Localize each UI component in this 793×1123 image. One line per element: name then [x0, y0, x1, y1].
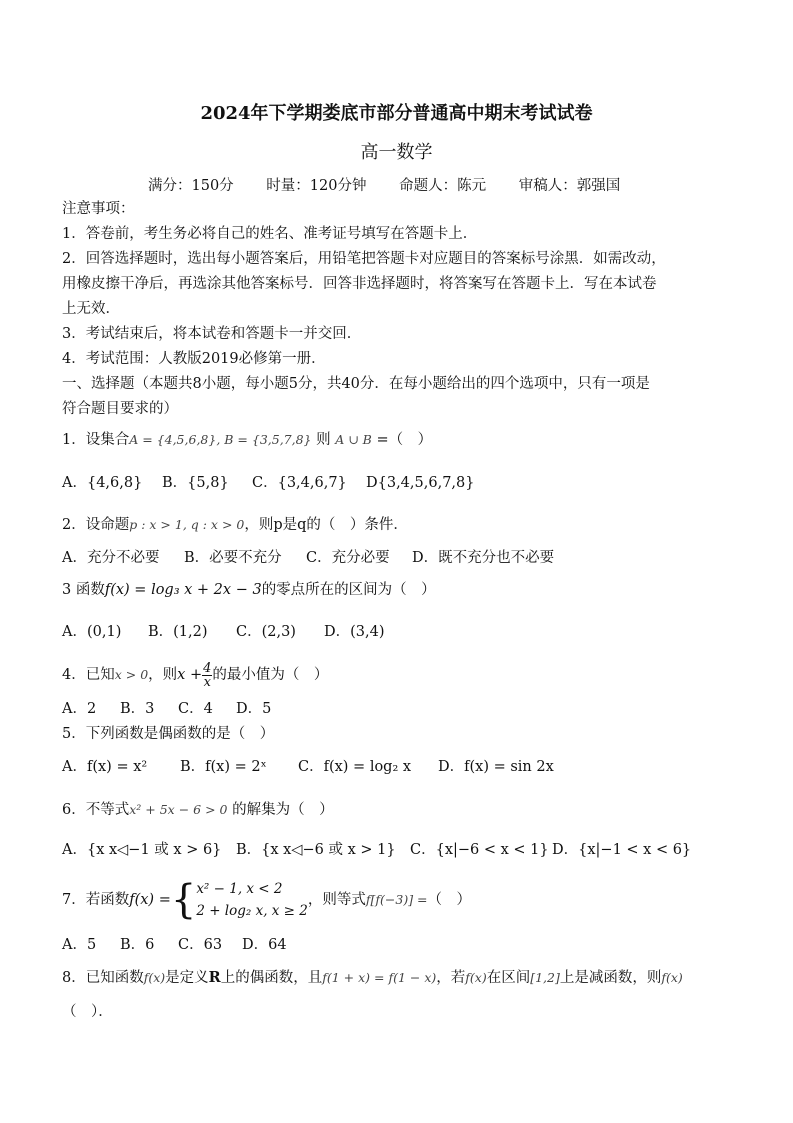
- option-c: C．{3,4,6,7}: [252, 475, 347, 491]
- option-a: A．2: [62, 701, 97, 717]
- question-1-options: [62, 473, 474, 493]
- option-a: A．充分不必要: [62, 550, 160, 566]
- option-a: A．f(x) = x²: [62, 759, 148, 775]
- option-d: D．64: [242, 937, 287, 953]
- question-3-options: [62, 622, 385, 642]
- option-b: B．3: [120, 701, 155, 717]
- notice-line: 上无效．: [62, 301, 120, 317]
- notice-line: 用橡皮擦干净后，再选涂其他答案标号．回答非选择题时，将答案写在答题卡上．写在本试卷: [62, 276, 657, 292]
- option-b: B．{5,8}: [162, 475, 229, 491]
- option-a: A．(0,1): [62, 624, 122, 640]
- option-b: B．必要不充分: [184, 550, 282, 566]
- option-d: D．(3,4): [324, 624, 385, 640]
- question-8-line2: （ ）．: [62, 1004, 113, 1020]
- option-b: B．(1,2): [148, 624, 208, 640]
- question-6-options: [62, 840, 691, 860]
- left-brace: {: [170, 877, 197, 923]
- question-4: 4．已知x > 0，则x + $\frac{4}{x}$ 的最小值为（ ）: [62, 660, 329, 690]
- question-5-options: [62, 757, 554, 777]
- exam-meta: [148, 174, 648, 195]
- question-1: 1．设集合A = {4,5,6,8}, B = {3,5,7,8} 则 A ∪ B =（ ）: [62, 432, 433, 448]
- option-d: D．f(x) = sin 2x: [438, 759, 554, 775]
- option-c: C．{x|−6 < x < 1}: [410, 842, 549, 858]
- fraction: $\frac{4}{x}$: [203, 660, 212, 690]
- question-2: 2．设命题p : x > 1, q : x > 0，则p是q的（ ）条件．: [62, 517, 408, 533]
- option-c: C．63: [178, 937, 223, 953]
- option-a: A．5: [62, 937, 97, 953]
- option-d: D．5: [236, 701, 272, 717]
- question-3: 3 函数f(x) = log₃ x + 2x − 3的零点所在的区间为（ ）: [62, 582, 436, 598]
- option-a: A．{x x◁−1 或 x > 6}: [62, 842, 222, 858]
- option-d: D．既不充分也不必要: [412, 550, 555, 566]
- notice-line: 4．考试范围：人教版2019必修第一册．: [62, 351, 326, 367]
- question-5: 5．下列函数是偶函数的是（ ）: [62, 726, 275, 742]
- question-2-options: [62, 548, 554, 568]
- option-c: C．(2,3): [236, 624, 296, 640]
- option-d: D{3,4,5,6,7,8}: [366, 475, 475, 491]
- option-c: C．充分必要: [306, 550, 390, 566]
- option-a: A．{4,6,8}: [62, 475, 143, 491]
- question-7-options: [62, 935, 287, 955]
- question-8: 8．已知函数f(x)是定义R上的偶函数，且f(1 + x) = f(1 − x)，若f(x)在区间[1,2]上是减函数，则f(x): [62, 969, 683, 986]
- notice-line: 2．回答选择题时，选出每小题答案后，用铅笔把答题卡对应题目的答案标号涂黑．如需改动，: [62, 251, 666, 267]
- option-b: B．f(x) = 2ˣ: [180, 759, 267, 775]
- exam-subtitle: 高一数学: [360, 142, 433, 163]
- option-b: B．{x x◁−6 或 x > 1}: [236, 842, 396, 858]
- exam-title: 2024年下学期娄底市部分普通高中期末考试试卷: [200, 103, 593, 124]
- meta-reviewer: 审稿人：郭强国: [518, 178, 621, 194]
- option-d: D．{x|−1 < x < 6}: [552, 842, 692, 858]
- section-heading: 符合题目要求的）: [62, 401, 178, 417]
- option-c: C．4: [178, 701, 213, 717]
- notice-header: 注意事项：: [62, 201, 135, 217]
- question-7: 7．若函数f(x) ={ x² − 1, x < 2 2 + log₂ x, x ≥ 2 ，则等式f[f(−3)] =（ ）: [62, 877, 472, 923]
- question-4-options: [62, 699, 271, 719]
- meta-time: 时量：120分钟: [266, 178, 367, 194]
- piecewise-cases: x² − 1, x < 2 2 + log₂ x, x ≥ 2: [196, 881, 308, 919]
- notice-line: 3．考试结束后，将本试卷和答题卡一并交回．: [62, 326, 362, 342]
- meta-score: 满分：150分: [148, 178, 234, 194]
- meta-author: 命题人：陈元: [399, 178, 487, 194]
- question-6: 6．不等式x² + 5x − 6 > 0 的解集为（ ）: [62, 802, 334, 818]
- option-b: B．6: [120, 937, 155, 953]
- section-heading: 一、选择题（本题共8小题，每小题5分，共40分．在每小题给出的四个选项中，只有一项是: [62, 376, 650, 392]
- notice-line: 1．答卷前，考生务必将自己的姓名、准考证号填写在答题卡上．: [62, 226, 478, 242]
- option-c: C．f(x) = log₂ x: [298, 759, 412, 775]
